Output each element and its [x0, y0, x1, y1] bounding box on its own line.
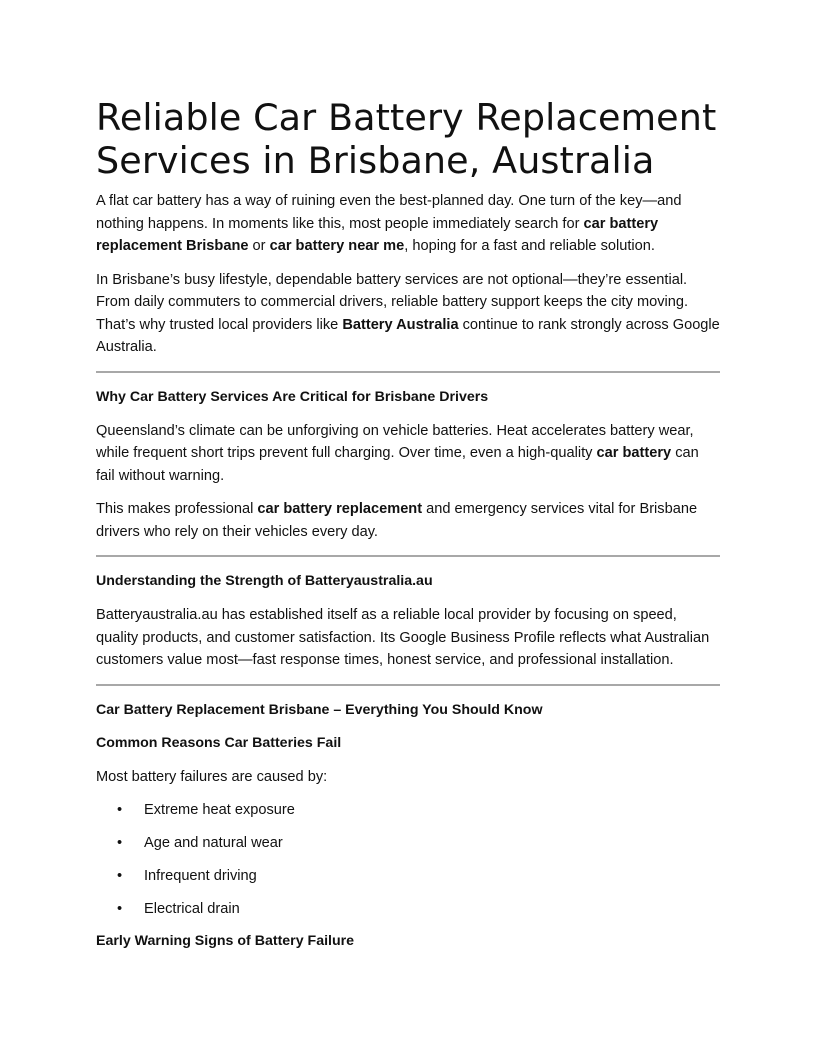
text: Queensland’s climate can be unforgiving on vehicle batteries. Heat accelerates battery wear, while frequent short trips prevent full charging. Over time, even a high-quality [96, 422, 694, 461]
failure-reasons-list [96, 799, 720, 920]
list-item-text: Infrequent driving [144, 868, 257, 884]
text: In Brisbane’s busy lifestyle, dependable battery services are not optional—they’re essential. From daily commuters to commercial drivers, reliable battery support keeps the city moving. That’s why trusted local providers like [96, 271, 689, 333]
bold-keyword: car battery near me [269, 238, 405, 254]
section2-paragraph-1: Batteryaustralia.au has established itself as a reliable local provider by focusing on speed, quality products, and customer satisfaction. Its Google Business Profile reflects what Australian customers value most—fast response times, honest service, and professional installation. [96, 607, 710, 668]
divider [96, 371, 720, 373]
divider [96, 555, 720, 557]
list-item [96, 898, 720, 920]
text: can fail without warning. [96, 445, 699, 484]
document-page [96, 96, 720, 964]
text: A flat car battery has a way of ruining even the best-planned day. One turn of the key—and nothing happens. In moments like this, most people immediately search for [96, 193, 682, 232]
list-item [96, 832, 720, 854]
section1-paragraph-2 [96, 498, 720, 543]
text: , hoping for a fast and reliable solution. [404, 238, 655, 254]
bullet-icon: • [117, 835, 123, 851]
bold-keyword: car battery replacement [257, 501, 423, 517]
subsection-heading: Early Warning Signs of Battery Failure [96, 933, 355, 949]
section1-paragraph-1 [96, 420, 720, 488]
list-item [96, 865, 720, 887]
list-item-text: Age and natural wear [144, 835, 283, 851]
bold-keyword: car battery replacement Brisbane [96, 215, 659, 254]
list-lead: Most battery failures are caused by: [96, 768, 328, 785]
text: continue to rank strongly across Google Australia. [96, 316, 720, 355]
bold-keyword: Battery Australia [342, 316, 459, 333]
bullet-icon: • [117, 868, 123, 884]
section-heading: Understanding the Strength of Batteryaustralia.au [96, 573, 433, 589]
text: and emergency services vital for Brisbane drivers who rely on their vehicles every day. [96, 501, 698, 540]
text: This makes professional [96, 501, 258, 517]
section-heading: Car Battery Replacement Brisbane – Everything You Should Know [96, 701, 543, 718]
intro-paragraph-2 [96, 269, 720, 359]
divider [96, 684, 720, 686]
bold-keyword: car battery [596, 445, 672, 461]
text: or [248, 238, 270, 254]
subsection-heading: Common Reasons Car Batteries Fail [96, 734, 342, 751]
bullet-icon: • [117, 901, 123, 917]
list-item-text: Extreme heat exposure [144, 802, 295, 818]
intro-paragraph-1 [96, 190, 720, 258]
list-item-text: Electrical drain [144, 901, 240, 917]
page-title: Reliable Car Battery Replacement Services in Brisbane, Australia [96, 96, 717, 182]
list-item [96, 799, 720, 821]
section-heading: Why Car Battery Services Are Critical for Brisbane Drivers [96, 388, 489, 405]
bullet-icon: • [117, 802, 123, 818]
